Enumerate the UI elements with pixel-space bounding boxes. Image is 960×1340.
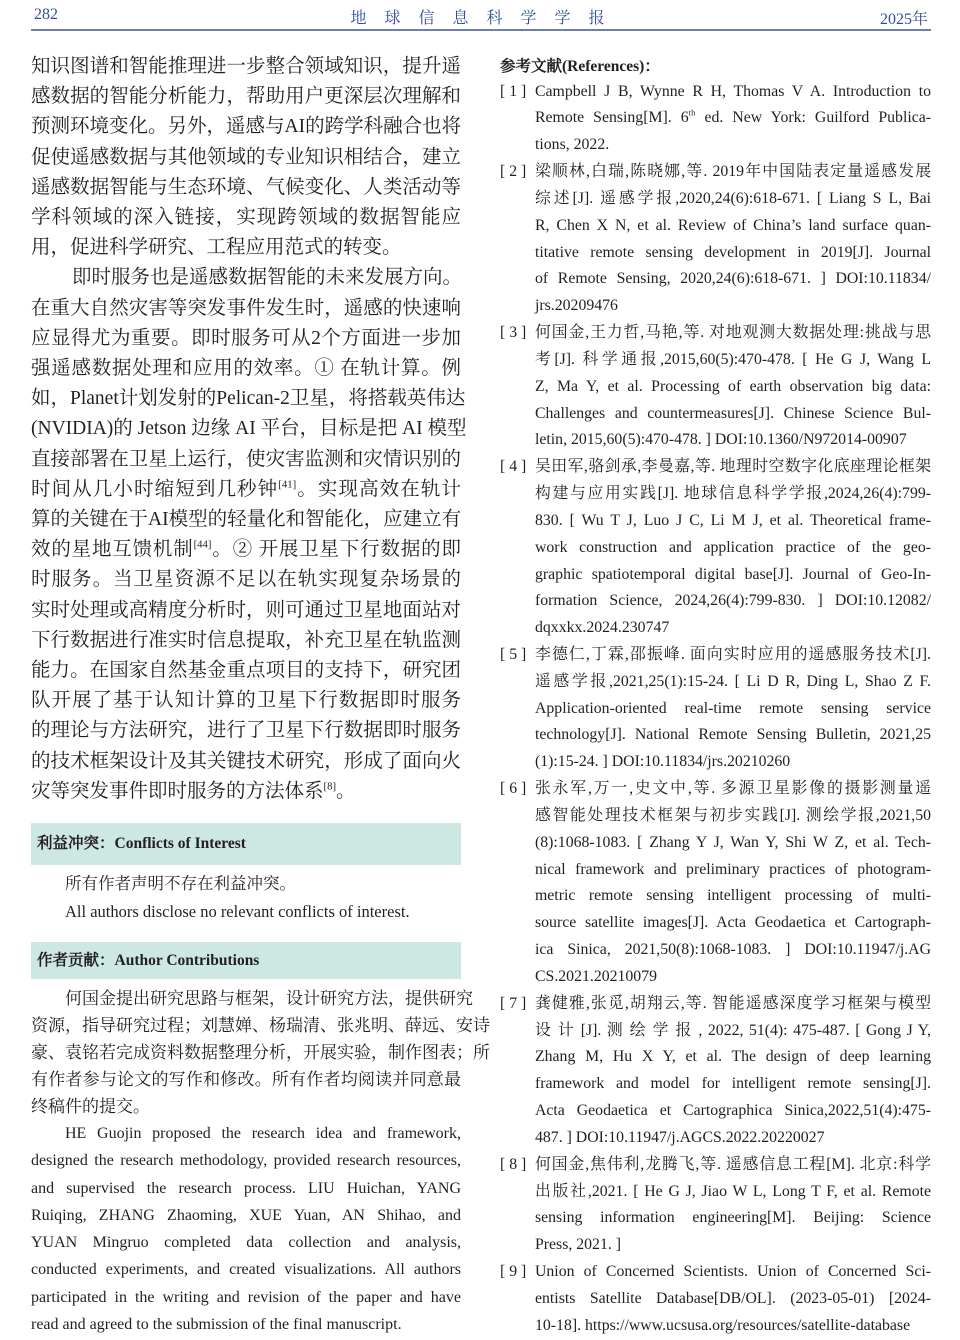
line-text: dqxxkx.2024.230747 bbox=[535, 619, 670, 637]
reference-item bbox=[500, 991, 931, 1152]
text-line bbox=[535, 937, 931, 964]
line-text: All authors disclose no relevant conflicts of interest. bbox=[65, 902, 410, 921]
line-text: 效的星地互馈机制 bbox=[31, 539, 194, 561]
line-text: 豪、袁铭若完成资料数据整理分析，开展实验，制作图表；所 bbox=[31, 1042, 490, 1062]
text-line bbox=[535, 213, 931, 240]
text-line bbox=[31, 1229, 461, 1256]
text-line bbox=[31, 324, 461, 354]
line-text: 能力。在国家自然基金重点项目的支持下，研究团 bbox=[31, 660, 461, 682]
line-text: 知识图谱和智能推理进一步整合领域知识，提升遥 bbox=[31, 56, 461, 77]
line-text: CS.2021.20210079 bbox=[535, 967, 658, 985]
reference-number: [ 7 ] bbox=[500, 994, 527, 1012]
reference-text bbox=[535, 991, 931, 1152]
line-text: Challenges and countermeasures[J]. Chinese Science Bul- bbox=[535, 404, 931, 422]
line-text: (1):15-24. ] DOI:10.11834/jrs.20210260 bbox=[535, 753, 791, 771]
reference-list bbox=[500, 79, 931, 1340]
line-text: 10-18]. https://www.ucsusa.org/resources/satellite-database bbox=[535, 1316, 911, 1334]
text-line bbox=[31, 1284, 461, 1311]
text-line bbox=[535, 1018, 931, 1045]
line-text: 张永军,万一,史文中,等. 多源卫星影像的摄影测量遥 bbox=[535, 780, 931, 798]
line-text: sensing information engineering[M]. Beijing: Science bbox=[535, 1209, 931, 1227]
text-line bbox=[535, 535, 931, 562]
line-text: 遥感数据智能与生态环境、气候变化、人类活动等 bbox=[31, 176, 461, 198]
text-line bbox=[535, 186, 931, 213]
text-line bbox=[31, 505, 461, 535]
line-text: 在重大自然灾害等突发事件发生时，遥感的快速响 bbox=[31, 297, 461, 319]
text-line bbox=[31, 985, 473, 1012]
line-text: 应显得尤为重要。即时服务可从2个方面进一步加 bbox=[31, 327, 461, 349]
reference-item bbox=[500, 1259, 931, 1339]
citation-superscript: [8] bbox=[323, 780, 337, 793]
text-line bbox=[535, 427, 931, 454]
text-line bbox=[535, 508, 931, 535]
text-line bbox=[535, 105, 931, 132]
reference-number: [ 5 ] bbox=[500, 645, 527, 663]
text-line bbox=[535, 1152, 931, 1179]
text-line bbox=[535, 1179, 931, 1206]
line-text: (NVIDIA)的 Jetson 边缘 AI 平台，目标是把 AI 模型 bbox=[31, 418, 467, 440]
line-text: 吴田军,骆剑承,李曼嘉,等. 地理时空数字化底座理论框架 bbox=[535, 458, 931, 476]
citation-superscript: [41] bbox=[278, 478, 297, 491]
line-text: 李德仁,丁霖,邵振峰. 面向实时应用的遥感服务技术[J]. bbox=[535, 645, 931, 663]
reference-number: [ 2 ] bbox=[500, 163, 527, 181]
text-line bbox=[535, 347, 931, 374]
reference-number: [ 6 ] bbox=[500, 780, 527, 798]
header-rule bbox=[31, 29, 931, 31]
text-line bbox=[535, 1071, 931, 1098]
text-line bbox=[535, 79, 931, 106]
text-line bbox=[31, 686, 461, 716]
body-text bbox=[31, 52, 467, 807]
text-line bbox=[31, 52, 461, 82]
line-text: 的技术框架设计及其关键技术研究，形成了面向火 bbox=[31, 750, 461, 772]
text-line bbox=[31, 1012, 490, 1039]
line-text: and supervised the research process. LIU Huichan, YANG bbox=[31, 1179, 461, 1197]
line-text: 即时服务也是遥感数据智能的未来发展方向。 bbox=[72, 267, 463, 289]
text-line bbox=[535, 991, 931, 1018]
line-text: 终稿件的提交。 bbox=[31, 1096, 150, 1116]
text-line bbox=[535, 669, 931, 696]
line-text: 促使遥感数据与其他领域的专业知识相结合，建立 bbox=[31, 146, 461, 168]
text-line bbox=[65, 898, 461, 926]
line-text: 如，Planet计划发射的Pelican-2卫星，将搭载英伟达 bbox=[31, 388, 466, 410]
line-text: jrs.20209476 bbox=[535, 297, 618, 315]
page-number: 282 bbox=[34, 6, 58, 23]
line-text: 算的关键在于AI模型的轻量化和智能化，应建立有 bbox=[31, 509, 462, 531]
contributions-en bbox=[31, 1120, 461, 1338]
line-text: 何国金提出研究思路与框架，设计研究方法，提供研究 bbox=[65, 988, 473, 1008]
line-text: HE Guojin proposed the research idea and framework, bbox=[65, 1125, 461, 1142]
citation-superscript: th bbox=[688, 108, 696, 119]
reference-item bbox=[500, 320, 931, 454]
line-text: titative remote sensing development in 2019[J]. Journal bbox=[535, 243, 931, 261]
text-line bbox=[535, 588, 931, 615]
line-text: 487. ] DOI:10.11947/j.AGCS.2022.20220027 bbox=[535, 1128, 825, 1146]
line-text: 遥感学报,2021,25(1):15-24. [ Li D R, Ding L, Shao Z F. bbox=[535, 672, 931, 690]
text-line bbox=[535, 320, 931, 347]
reference-text bbox=[535, 776, 931, 991]
reference-text bbox=[535, 1152, 931, 1259]
text-line bbox=[535, 857, 931, 884]
line-text: Union of Concerned Scientists. Union of Concerned Sci- bbox=[535, 1263, 931, 1281]
text-line bbox=[65, 870, 461, 898]
text-line bbox=[535, 1286, 931, 1313]
line-text: ed. New York: Guilford Publica- bbox=[695, 109, 931, 127]
line-text: 用，促进科学研究、工程应用范式的转变。 bbox=[31, 237, 402, 259]
reference-text bbox=[535, 1259, 931, 1339]
line-text: nical framework and preliminary practices of photogram- bbox=[535, 860, 931, 878]
text-line bbox=[31, 747, 461, 777]
line-text: Ruiqing, ZHANG Zhaoming, XUE Yuan, AN Shihao, and bbox=[31, 1206, 461, 1224]
text-line bbox=[535, 293, 931, 320]
text-line bbox=[31, 626, 461, 656]
text-line bbox=[535, 1125, 931, 1152]
text-line bbox=[31, 143, 461, 173]
text-line bbox=[31, 1175, 461, 1202]
reference-item bbox=[500, 642, 931, 776]
text-line bbox=[535, 1205, 931, 1232]
running-header bbox=[31, 4, 931, 28]
line-text: letin, 2015,60(5):470-478. ] DOI:10.1360/N972014-00907 bbox=[535, 431, 907, 449]
reference-text bbox=[535, 79, 931, 159]
text-line bbox=[535, 1098, 931, 1125]
line-text: participated in the writing and revision of the paper and have bbox=[31, 1288, 461, 1306]
line-text: 队开展了基于认知计算的卫星下行数据即时服务 bbox=[31, 690, 461, 712]
line-text: (8):1068-1083. [ Zhang Y J, Wan Y, Shi W Z, et al. Tech- bbox=[535, 833, 931, 851]
line-text: 有作者参与论文的写作和修改。所有作者均阅读并同意最 bbox=[31, 1069, 461, 1089]
references-heading: 参考文献(References)： bbox=[500, 58, 660, 75]
text-line bbox=[535, 830, 931, 857]
line-text: 资源，指导研究过程；刘慧婵、杨瑞清、张兆明、薛远、安诗 bbox=[31, 1015, 490, 1035]
line-text: Acta Geodaetica et Cartographica Sinica,2022,51(4):475- bbox=[535, 1102, 931, 1120]
text-line bbox=[31, 475, 461, 505]
line-text: 何国金,王力哲,马艳,等. 对地观测大数据处理:挑战与思 bbox=[535, 324, 931, 342]
reference-number: [ 1 ] bbox=[500, 82, 527, 100]
line-text: source satellite images[J]. Acta Geodaetica et Cartograph- bbox=[535, 914, 931, 932]
text-line bbox=[535, 910, 931, 937]
line-text: 所有作者声明不存在利益冲突。 bbox=[65, 874, 296, 893]
text-line bbox=[31, 384, 466, 414]
line-text: Remote Sensing[M]. 6 bbox=[535, 109, 689, 127]
text-line bbox=[535, 883, 931, 910]
line-text: YUAN Mingruo completed data collection and analysis, bbox=[31, 1234, 461, 1252]
text-line bbox=[31, 112, 461, 142]
text-line bbox=[31, 1120, 461, 1147]
text-line bbox=[31, 1066, 461, 1093]
line-text: metric remote sensing intelligent processing of multi- bbox=[535, 887, 931, 905]
line-text: tions, 2022. bbox=[535, 136, 610, 154]
text-line bbox=[535, 1044, 931, 1071]
line-text: 实时处理或高精度分析时，则可通过卫星地面站对 bbox=[31, 599, 461, 621]
line-text: work construction and application practice of the geo- bbox=[535, 538, 931, 556]
text-line bbox=[535, 722, 931, 749]
reference-item bbox=[500, 776, 931, 991]
line-text: 的理论与方法研究，进行了卫星下行数据即时服务 bbox=[31, 720, 461, 742]
text-line bbox=[535, 132, 931, 159]
text-line bbox=[535, 401, 931, 428]
text-line bbox=[535, 481, 931, 508]
line-text: of Remote Sensing, 2020,24(6):618-671. ] DOI:10.11834/ bbox=[535, 270, 931, 288]
text-line bbox=[31, 173, 461, 203]
line-text: framework and model for intelligent remote sensing[J]. bbox=[535, 1075, 931, 1093]
text-line bbox=[31, 1256, 461, 1283]
line-text: read and agreed to the submission of the final manuscript. bbox=[31, 1316, 402, 1334]
line-text: 感智能处理技术框架与初步实践[J]. 测绘学报,2021,50 bbox=[535, 806, 931, 824]
reference-item bbox=[500, 454, 931, 642]
line-text: R, Chen X N, et al. Review of China’s land surface quan- bbox=[535, 216, 931, 234]
reference-number: [ 9 ] bbox=[500, 1263, 527, 1281]
text-line bbox=[535, 696, 931, 723]
line-text: 何国金,焦伟利,龙腾飞,等. 遥感信息工程[M]. 北京:科学 bbox=[535, 1155, 931, 1173]
text-line bbox=[31, 294, 461, 324]
line-text: formation Science, 2024,26(4):799-830. ] DOI:10.12082/ bbox=[535, 592, 931, 610]
reference-number: [ 4 ] bbox=[500, 458, 527, 476]
text-line bbox=[31, 203, 461, 233]
text-line bbox=[535, 615, 931, 642]
reference-text bbox=[535, 159, 931, 320]
text-line bbox=[535, 749, 931, 776]
line-text: 构建与应用实践[J]. 地球信息科学学报,2024,26(4):799- bbox=[535, 485, 931, 503]
line-text: Press, 2021. ] bbox=[535, 1236, 622, 1254]
text-line bbox=[31, 656, 461, 686]
line-text: Campbell J B, Wynne R H, Thomas V A. Introduction to bbox=[535, 82, 931, 100]
line-text: 学科领域的深入链接，实现跨领域的数据智能应 bbox=[31, 207, 461, 229]
text-line bbox=[31, 596, 461, 626]
line-text: 强遥感数据处理和应用的效率。① 在轨计算。例 bbox=[31, 358, 461, 380]
text-line bbox=[535, 1259, 931, 1286]
conflicts-heading: 利益冲突：Conflicts of Interest bbox=[31, 823, 461, 865]
text-line bbox=[535, 803, 931, 830]
text-line bbox=[31, 233, 461, 263]
text-line bbox=[31, 354, 461, 384]
line-text: 龚健雅,张觅,胡翔云,等. 智能遥感深度学习框架与模型 bbox=[535, 994, 931, 1012]
text-line bbox=[535, 776, 931, 803]
reference-number: [ 3 ] bbox=[500, 324, 527, 342]
line-text: 灾等突发事件即时服务的方法体系 bbox=[31, 780, 324, 802]
contributions-heading: 作者贡献：Author Contributions bbox=[31, 942, 461, 979]
text-line bbox=[535, 240, 931, 267]
text-line bbox=[535, 454, 931, 481]
text-line bbox=[535, 374, 931, 401]
line-text: Z, Ma Y, et al. Processing of earth observation big data: bbox=[535, 377, 931, 395]
line-text: 。 bbox=[336, 780, 356, 802]
paragraph bbox=[31, 52, 461, 263]
text-line bbox=[31, 82, 461, 112]
text-line bbox=[535, 642, 931, 669]
text-line bbox=[31, 716, 461, 746]
text-line bbox=[31, 414, 467, 444]
line-text: Zhang M, Hu X Y, et al. The design of deep learning bbox=[535, 1048, 931, 1066]
conflicts-statement bbox=[65, 870, 461, 926]
text-line bbox=[535, 964, 931, 991]
line-text: 梁顺林,白瑞,陈晓娜,等. 2019年中国陆表定量遥感发展 bbox=[535, 163, 931, 181]
text-line bbox=[535, 562, 931, 589]
line-text: entists Satellite Database[DB/OL]. (2023-05-01) [2024- bbox=[535, 1289, 931, 1307]
text-line bbox=[31, 1202, 461, 1229]
text-line bbox=[31, 1147, 461, 1174]
reference-text bbox=[535, 320, 931, 454]
reference-text bbox=[535, 454, 931, 642]
reference-item bbox=[500, 79, 931, 159]
reference-item bbox=[500, 159, 931, 320]
text-line bbox=[31, 445, 461, 475]
line-text: 直接部署在卫星上运行，使灾害监测和灾情识别的 bbox=[31, 448, 461, 470]
reference-number: [ 8 ] bbox=[500, 1155, 527, 1173]
line-text: 预测环境变化。另外，遥感与AI的跨学科融合也将 bbox=[31, 116, 462, 138]
text-line bbox=[31, 777, 461, 807]
line-text: 出版社,2021. [ He G J, Jiao W L, Long T F, et al. Remote bbox=[535, 1182, 931, 1200]
text-line bbox=[535, 159, 931, 186]
text-line bbox=[535, 1313, 931, 1340]
text-line bbox=[31, 1039, 490, 1066]
reference-item bbox=[500, 1152, 931, 1259]
reference-text bbox=[535, 642, 931, 776]
line-text: 830. [ Wu T J, Luo J C, Li M J, et al. Theoretical frame- bbox=[535, 511, 931, 529]
text-line bbox=[31, 565, 461, 595]
text-line bbox=[31, 1093, 461, 1120]
text-line bbox=[535, 266, 931, 293]
text-line bbox=[31, 1311, 461, 1338]
line-text: technology[J]. National Remote Sensing Bulletin, 2021,25 bbox=[535, 726, 931, 744]
line-text: designed the research methodology, provided research resources, bbox=[31, 1152, 461, 1170]
line-text: Application-oriented real-time remote sensing service bbox=[535, 699, 931, 717]
line-text: 考[J]. 科学通报,2015,60(5):470-478. [ He G J, Wang L bbox=[535, 350, 931, 368]
line-text: 。② 开展卫星下行数据的即 bbox=[211, 539, 461, 561]
citation-superscript: [44] bbox=[193, 538, 212, 551]
contributions-zh bbox=[31, 985, 490, 1120]
line-text: 感数据的智能分析能力，帮助用户更深层次理解和 bbox=[31, 86, 461, 108]
paragraph bbox=[31, 263, 467, 807]
line-text: 设 计 [J]. 测 绘 学 报 , 2022, 51(4): 475-487. [ Gong J Y, bbox=[535, 1021, 931, 1039]
line-text: conducted experiments, and created visualizations. All authors bbox=[31, 1261, 461, 1279]
journal-title: 地 球 信 息 科 学 学 报 bbox=[350, 10, 612, 27]
line-text: 时服务。当卫星资源不足以在轨实现复杂场景的 bbox=[31, 569, 461, 591]
text-line bbox=[535, 1232, 931, 1259]
line-text: 综述[J]. 遥感学报,2020,24(6):618-671. [ Liang S L, Bai bbox=[535, 189, 931, 207]
text-line bbox=[31, 263, 461, 293]
line-text: 时间从几小时缩短到几秒钟 bbox=[31, 478, 279, 500]
line-text: graphic spatiotemporal digital base[J]. Journal of Geo-In- bbox=[535, 565, 931, 583]
line-text: ica Sinica, 2021,50(8):1068-1083. ] DOI:10.11947/j.AG bbox=[535, 941, 931, 959]
publication-year: 2025年 bbox=[879, 11, 928, 28]
line-text: 。实现高效在轨计 bbox=[296, 478, 461, 500]
line-text: 下行数据进行准实时信息提取，补充卫星在轨监测 bbox=[31, 629, 461, 651]
text-line bbox=[31, 535, 461, 565]
